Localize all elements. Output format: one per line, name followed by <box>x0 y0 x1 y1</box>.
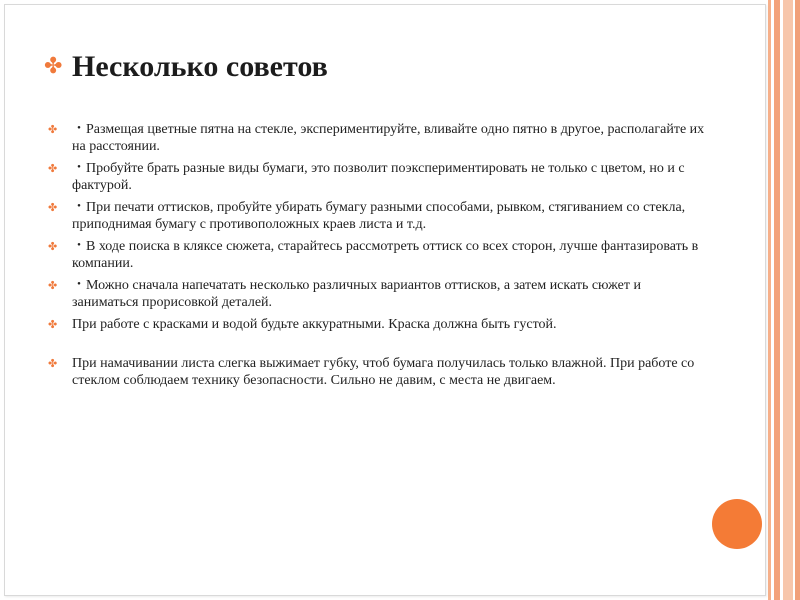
bullet-icon: ✤ <box>48 162 58 175</box>
list-item-text: ・Пробуйте брать разные виды бумаги, это позволит поэкспериментировать не только с цветом, но и с фактурой. <box>72 161 685 193</box>
tips-list <box>48 121 708 394</box>
list-item <box>48 199 708 233</box>
bullet-icon: ✤ <box>48 279 58 292</box>
page-title: Несколько советов <box>72 50 328 83</box>
list-item <box>48 316 708 333</box>
bullet-icon: ✤ <box>48 201 58 214</box>
bullet-icon: ✤ <box>48 357 58 370</box>
list-item <box>48 355 708 389</box>
bullet-icon: ✤ <box>48 123 58 136</box>
title-row <box>44 50 328 84</box>
list-item-text: ・Можно сначала напечатать несколько различных вариантов оттисков, а затем искать сюжет и заниматься прорисовкой деталей. <box>72 278 641 310</box>
list-item-text: При намачивании листа слегка выжимает губку, чтоб бумага получилась только влажной. При работе со стеклом соблюдаем технику безопасности. Сильно не давим, с места не двигаем. <box>72 356 695 388</box>
decorative-circle <box>712 499 762 549</box>
list-item <box>48 121 708 155</box>
list-item-text: При работе с красками и водой будьте аккуратными. Краска должна быть густой. <box>72 317 557 332</box>
bullet-icon: ✤ <box>48 318 58 331</box>
decorative-stripes <box>768 0 800 600</box>
list-item <box>48 238 708 272</box>
list-item-text: ・При печати оттисков, пробуйте убирать бумагу разными способами, рывком, стягиванием со стекла, приподнимая бумагу с противоположных краев листа и т.д. <box>72 200 686 232</box>
list-item <box>48 277 708 311</box>
stripe <box>795 0 800 600</box>
list-item-text: ・Размещая цветные пятна на стекле, экспериментируйте, вливайте одно пятно в другое, располагайте их на расстоянии. <box>72 122 705 154</box>
stripe <box>783 0 793 600</box>
title-bullet-icon: ✤ <box>44 54 63 79</box>
list-item-text: ・В ходе поиска в кляксе сюжета, старайтесь рассмотреть оттиск со всех сторон, лучше фантазировать в компании. <box>72 239 699 271</box>
bullet-icon: ✤ <box>48 240 58 253</box>
list-item <box>48 160 708 194</box>
